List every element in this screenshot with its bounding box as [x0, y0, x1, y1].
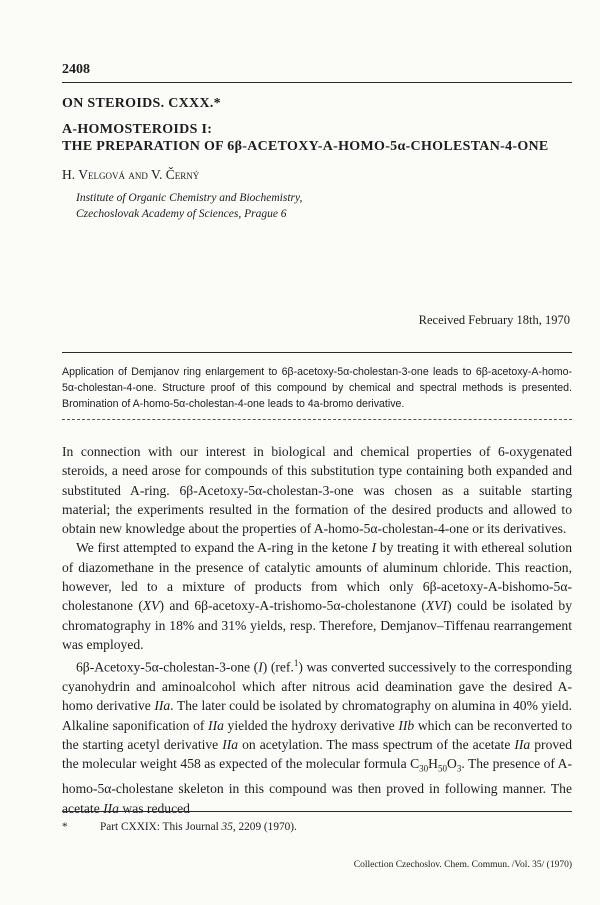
journal-footer: Collection Czechoslov. Chem. Commun. /Vol. 35/ (1970) [353, 860, 572, 870]
abstract: Application of Demjanov ring enlargement to 6β-acetoxy-5α-cholestan-3-one leads to 6β-acetoxy-A-homo-5α-cholestan-4-one. Structure proof of this compound by chemical and spectral methods is presented. Bromination of A-homo-5α-cholestan-4-one leads to 4a-bromo derivative. [62, 366, 572, 410]
body-text [62, 442, 572, 818]
abstract-top-rule [62, 352, 572, 353]
title-line-2: THE PREPARATION OF 6β-ACETOXY-A-HOMO-5α-CHOLESTAN-4-ONE [62, 139, 549, 154]
paragraph-3: 6β-Acetoxy-5α-cholestan-3-one (I) (ref.$^1$) was converted successively to the corresponding cyanohydrin and aminoalcohol which after nitrous acid deamination gave the desired A-homo derivative IIa. The later could be isolated by chromatography on alumina in 40% yield. Alkaline saponification of IIa yielded the hydroxy derivative IIb which can be reconverted to the starting acetyl derivative IIa on acetylation. The mass spectrum of the acetate IIa proved the molecular weight 458 as expected of the molecular formula $C_{30}H_{50}O_3$. The presence of A-homo-5α-cholestane skeleton in this compound was then proved in following manner. The acetate IIa was reduced [62, 658, 573, 816]
received-date: Received February 18th, 1970 [418, 313, 570, 327]
affiliation [76, 190, 302, 222]
affiliation-line-2: Czechoslovak Academy of Sciences, Prague 6 [76, 208, 287, 220]
header-rule [62, 82, 572, 83]
footnote-marker: * [62, 821, 68, 833]
series-title: ON STEROIDS. CXXX.* [62, 96, 221, 111]
footnote-rule [62, 811, 572, 812]
title-line-1: A-HOMOSTEROIDS I: [62, 122, 213, 137]
abstract-bottom-rule [62, 419, 572, 420]
authors: H. Velgová and V. Černý [62, 167, 200, 182]
footnote: * Part CXXIX: This Journal 35, 2209 (1970). [62, 821, 297, 833]
paragraph-2: We first attempted to expand the A-ring in the ketone I by treating it with ethereal solution of diazomethane in the presence of catalytic amounts of aluminum chloride. This reaction, however, led to a mixture of products from which only 6β-acetoxy-A-bishomo-5α-cholestanone (XV) and 6β-acetoxy-A-trishomo-5α-cholestanone (XVI) could be isolated by chromatography in 18% and 31% yields, resp. Therefore, Demjanov–Tiffenau rearrangement was employed. [62, 540, 573, 652]
page-number: 2408 [62, 62, 90, 77]
article-title [62, 121, 572, 155]
paragraph-1: In connection with our interest in biological and chemical properties of 6-oxygenated steroids, a need arose for compounds of this substitution type containing both expanded and substituted A-ring. 6β-Acetoxy-5α-cholestan-3-one was chosen as a suitable starting material; the experiments resulted in the formation of the desired products and allowed to obtain new knowledge about the properties of A-homo-5α-cholestan-4-one or its derivatives. [62, 444, 572, 537]
affiliation-line-1: Institute of Organic Chemistry and Biochemistry, [76, 192, 303, 204]
